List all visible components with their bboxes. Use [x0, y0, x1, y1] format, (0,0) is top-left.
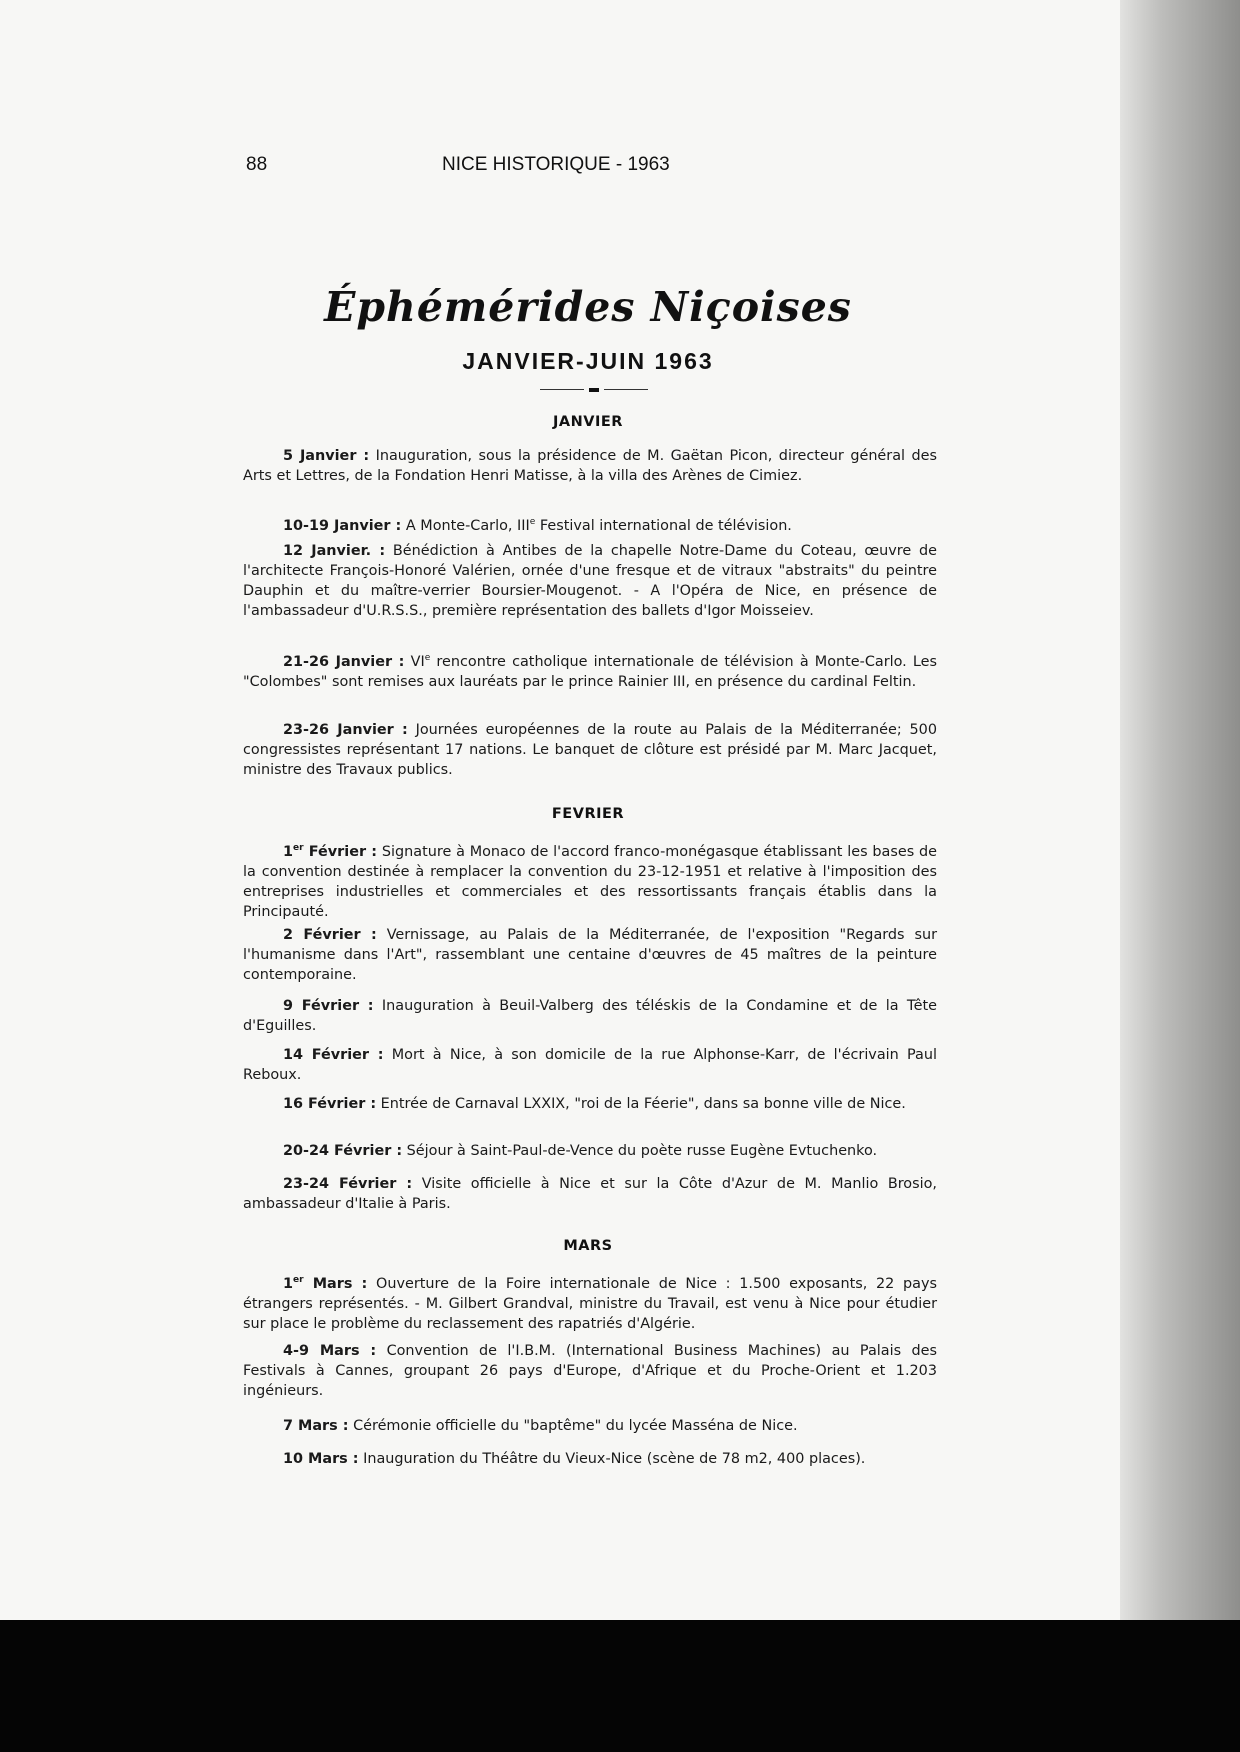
- entry-date: 23-24 Février :: [283, 1176, 413, 1192]
- entry-text: Convention de l'I.B.M. (International Business Machines) au Palais des Festivals à Cannes, groupant 26 pays d'Europe, d'Afrique et du Proche-Orient et 1.203 ingénieurs.: [243, 1343, 937, 1399]
- entry-date: 21-26 Janvier :: [283, 653, 405, 670]
- entry-10-19-janvier: [243, 512, 937, 536]
- article-title: Éphémérides Niçoises: [324, 283, 852, 331]
- title-ornament: [540, 388, 648, 392]
- section-heading-janvier: JANVIER: [553, 414, 623, 430]
- entry-text: Ouverture de la Foire internationale de Nice : 1.500 exposants, 22 pays étrangers représentés. - M. Gilbert Grandval, ministre du Travail, est venu à Nice pour étudier sur place le problème du reclassement des rapatriés d'Algérie.: [243, 1275, 937, 1332]
- entry-date: 20-24 Février :: [283, 1143, 403, 1159]
- entry-9-fevrier: [243, 996, 937, 1036]
- entry-text: Vernissage, au Palais de la Méditerranée, de l'exposition "Regards sur l'humanisme dans l'Art", rassemblant une centaine d'œuvres de 45 maîtres de la peinture contemporaine.: [243, 927, 938, 983]
- entry-5-janvier: [243, 446, 937, 486]
- entry-20-24-fevrier: [243, 1141, 937, 1161]
- entry-14-fevrier: [243, 1045, 937, 1085]
- entry-text: Journées européennes de la route au Palais de la Méditerranée; 500 congressistes représentant 17 nations. Le banquet de clôture est présidé par M. Marc Jacquet, ministre des Travaux publics.: [243, 722, 937, 778]
- entry-text: Séjour à Saint-Paul-de-Vence du poète russe Eugène Evtuchenko.: [406, 1143, 878, 1159]
- entry-text: Cérémonie officielle du "baptême" du lycée Masséna de Nice.: [353, 1418, 798, 1434]
- entry-23-24-fevrier: [243, 1174, 937, 1214]
- entry-1er-mars: [243, 1270, 937, 1334]
- entry-text: VIe rencontre catholique internationale de télévision à Monte-Carlo. Les "Colombes" sont remises aux lauréats par le prince Rainier III, en présence du cardinal Feltin.: [243, 653, 937, 690]
- entry-text: Visite officielle à Nice et sur la Côte d'Azur de M. Manlio Brosio, ambassadeur d'Italie à Paris.: [243, 1176, 937, 1212]
- scan-border: [0, 1620, 1240, 1752]
- scan-page-edge: [1120, 0, 1240, 1620]
- entry-21-26-janvier: [243, 648, 937, 692]
- entry-date: 14 Février :: [283, 1047, 384, 1063]
- article-subtitle: JANVIER-JUIN 1963: [462, 348, 714, 374]
- entry-date: 16 Février :: [283, 1096, 377, 1112]
- entry-7-mars: [243, 1416, 937, 1436]
- entry-date: 10-19 Janvier :: [283, 517, 402, 534]
- entry-10-mars: [243, 1449, 937, 1469]
- entry-text: Inauguration du Théâtre du Vieux-Nice (scène de 78 m2, 400 places).: [363, 1451, 866, 1467]
- entry-12-janvier: [243, 541, 937, 621]
- entry-date: 1er Février :: [283, 843, 378, 860]
- entry-text: A Monte-Carlo, IIIe Festival international de télévision.: [405, 517, 792, 534]
- entry-16-fevrier: [243, 1094, 937, 1114]
- entry-date: 2 Février :: [283, 927, 377, 943]
- entry-date: 10 Mars :: [283, 1451, 359, 1467]
- entry-4-9-mars: [243, 1341, 937, 1401]
- entry-text: Mort à Nice, à son domicile de la rue Alphonse-Karr, de l'écrivain Paul Reboux.: [243, 1047, 937, 1083]
- entry-text: Bénédiction à Antibes de la chapelle Notre-Dame du Coteau, œuvre de l'architecte François-Honoré Valérien, ornée d'une fresque et de vitraux "abstraits" du peintre Dauphin et du maître-verrier Boursier-Mougenot. - A l'Opéra de Nice, en présence de l'ambassadeur d'U.R.S.S., première représentation des ballets d'Igor Moisseiev.: [243, 543, 938, 619]
- section-heading-fevrier: FEVRIER: [551, 806, 625, 822]
- entry-date: 23-26 Janvier :: [283, 722, 408, 738]
- section-heading-mars: MARS: [563, 1238, 613, 1254]
- entry-text: Signature à Monaco de l'accord franco-monégasque établissant les bases de la convention destinée à remplacer la convention du 23-12-1951 et relative à l'imposition des entreprises industrielles et commerciales et des ressortissants français établis dans la Principauté.: [243, 843, 937, 920]
- entry-date: 4-9 Mars :: [283, 1343, 377, 1359]
- entry-text: Inauguration à Beuil-Valberg des téléskis de la Condamine et de la Tête d'Eguilles.: [243, 998, 937, 1034]
- journal-title: NICE HISTORIQUE - 1963: [442, 154, 670, 175]
- entry-date: 9 Février :: [283, 998, 374, 1014]
- entry-date: 12 Janvier. :: [283, 543, 386, 559]
- entry-date: 7 Mars :: [283, 1418, 349, 1434]
- entry-date: 5 Janvier :: [283, 448, 370, 464]
- entry-date: 1er Mars :: [283, 1275, 368, 1292]
- entry-23-26-janvier: [243, 720, 937, 780]
- entry-2-fevrier: [243, 925, 937, 985]
- entry-1er-fevrier: [243, 838, 937, 922]
- entry-text: Inauguration, sous la présidence de M. Gaëtan Picon, directeur général des Arts et Lettres, de la Fondation Henri Matisse, à la villa des Arènes de Cimiez.: [243, 448, 937, 484]
- page-number: 88: [246, 154, 268, 175]
- entry-text: Entrée de Carnaval LXXIX, "roi de la Féerie", dans sa bonne ville de Nice.: [380, 1096, 906, 1112]
